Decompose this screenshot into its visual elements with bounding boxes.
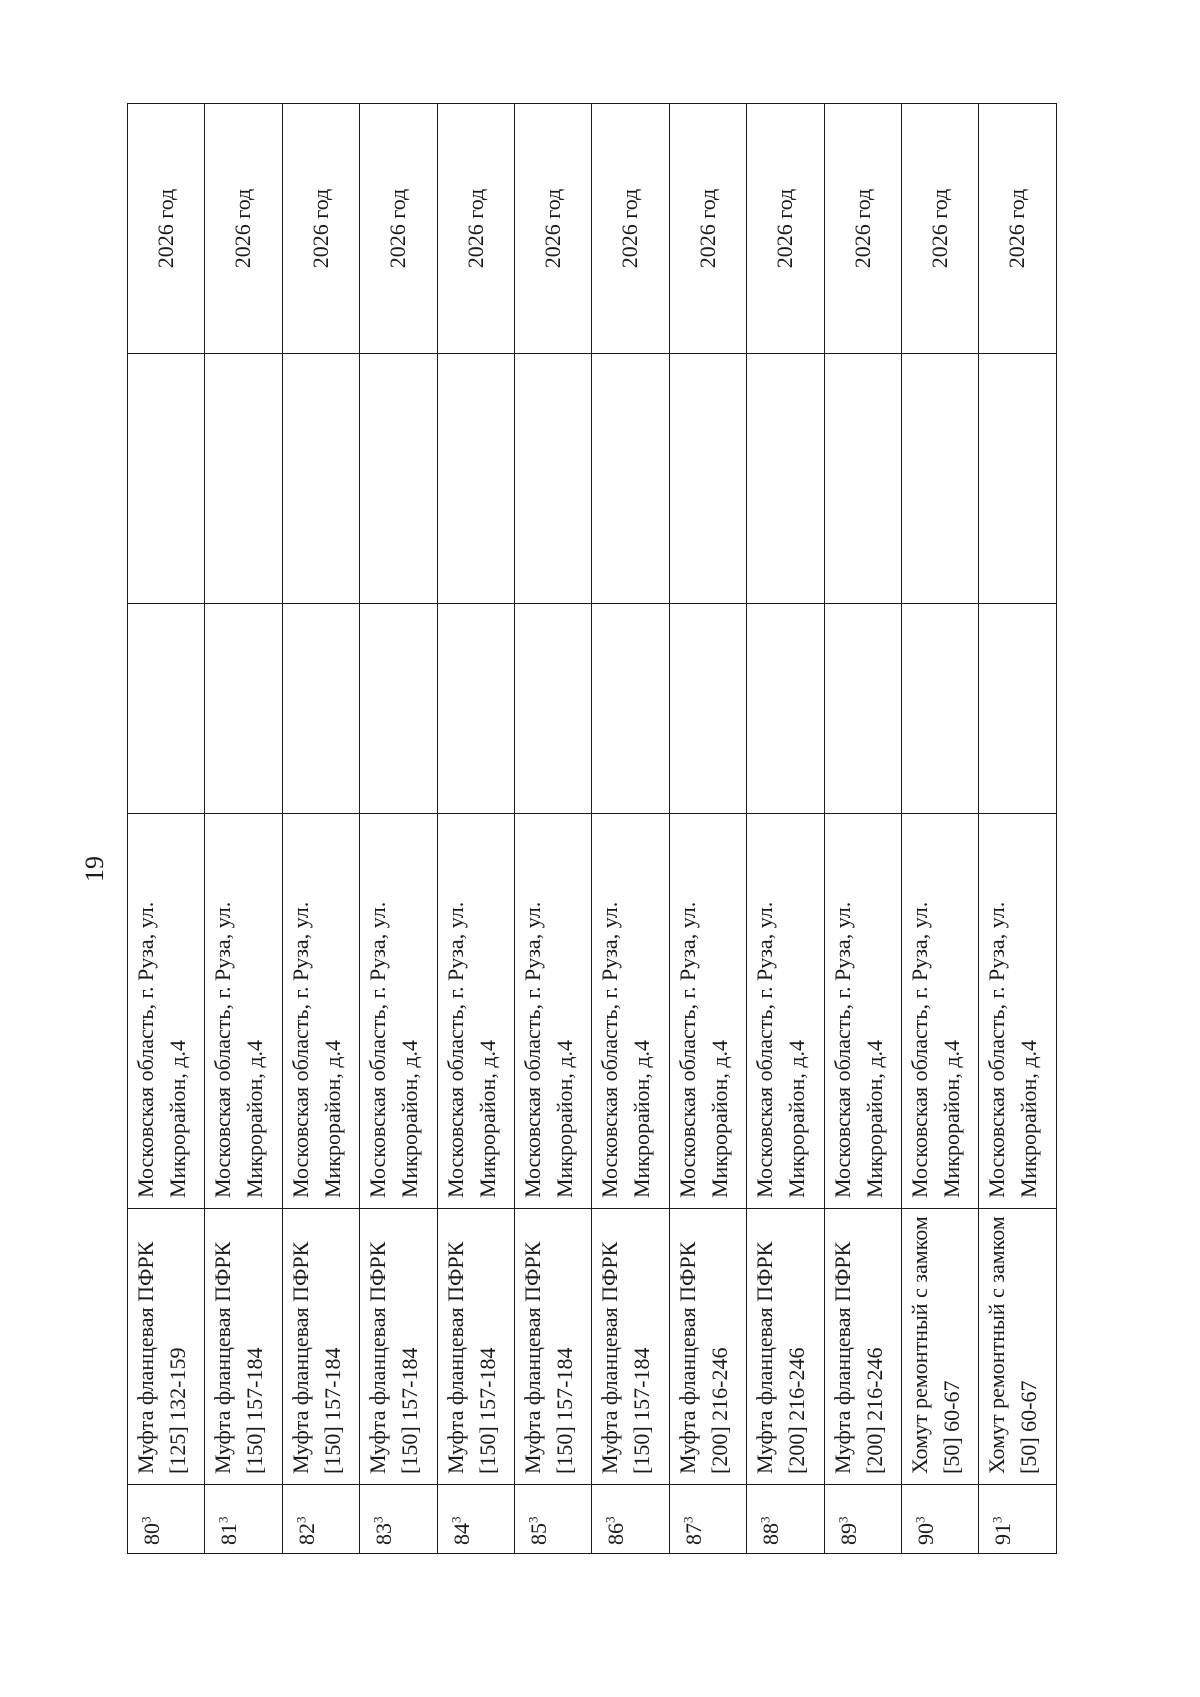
row-number-superscript: 3 [293,1516,309,1523]
item-name-cell: Муфта фланцевая ПФРК [150] 157-184 [437,1209,514,1485]
table-row [592,104,669,1554]
row-number: 81 [216,1523,242,1545]
table-row [747,104,824,1554]
row-number-superscript: 3 [912,1516,928,1523]
empty-cell [824,604,901,814]
row-number-superscript: 3 [757,1516,773,1523]
item-name-cell: Муфта фланцевая ПФРК [150] 157-184 [282,1209,359,1485]
empty-cell [128,354,205,604]
row-number-cell [205,1485,282,1554]
row-number: 85 [526,1523,552,1545]
row-number-cell [515,1485,592,1554]
year-cell: 2026 год [824,104,901,354]
empty-cell [515,354,592,604]
empty-cell [360,604,437,814]
empty-cell [669,354,746,604]
address-cell: Московская область, г. Руза, ул. Микрорайон, д.4 [747,814,824,1209]
year-cell: 2026 год [128,104,205,354]
item-name-cell: Муфта фланцевая ПФРК [200] 216-246 [669,1209,746,1485]
year-cell: 2026 год [360,104,437,354]
year-cell: 2026 год [669,104,746,354]
row-number-cell [747,1485,824,1554]
page-number: 19 [80,856,109,882]
empty-cell [902,354,979,604]
row-number-cell [669,1485,746,1554]
empty-cell [128,604,205,814]
row-number: 83 [371,1523,397,1545]
row-number-cell [979,1485,1057,1554]
row-number: 91 [990,1523,1016,1545]
year-cell: 2026 год [515,104,592,354]
address-cell: Московская область, г. Руза, ул. Микрорайон, д.4 [515,814,592,1209]
empty-cell [669,604,746,814]
item-name-cell: Муфта фланцевая ПФРК [200] 216-246 [824,1209,901,1485]
row-number-superscript: 3 [525,1516,541,1523]
row-number: 87 [680,1523,706,1545]
table-body [128,104,1057,1554]
item-name-cell: Муфта фланцевая ПФРК [150] 157-184 [515,1209,592,1485]
item-name-cell: Хомут ремонтный с замком [50] 60-67 [902,1209,979,1485]
empty-cell [979,604,1057,814]
row-number: 84 [448,1523,474,1545]
empty-cell [437,604,514,814]
item-name-cell: Муфта фланцевая ПФРК [125] 132-159 [128,1209,205,1485]
row-number: 86 [603,1523,629,1545]
address-cell: Московская область, г. Руза, ул. Микрорайон, д.4 [592,814,669,1209]
row-number: 82 [293,1523,319,1545]
table-row [360,104,437,1554]
row-number: 89 [835,1523,861,1545]
address-cell: Московская область, г. Руза, ул. Микрорайон, д.4 [979,814,1057,1209]
table-row [902,104,979,1554]
table-row [282,104,359,1554]
row-number-superscript: 3 [448,1516,464,1523]
empty-cell [282,604,359,814]
row-number-cell [902,1485,979,1554]
year-cell: 2026 год [205,104,282,354]
year-cell: 2026 год [979,104,1057,354]
empty-cell [747,604,824,814]
item-name-cell: Муфта фланцевая ПФРК [200] 216-246 [747,1209,824,1485]
row-number-superscript: 3 [370,1516,386,1523]
row-number: 90 [913,1523,939,1545]
address-cell: Московская область, г. Руза, ул. Микрорайон, д.4 [205,814,282,1209]
empty-cell [979,354,1057,604]
empty-cell [360,354,437,604]
row-number: 80 [139,1523,164,1545]
row-number-cell [592,1485,669,1554]
table-row [515,104,592,1554]
row-number-superscript: 3 [835,1516,851,1523]
year-cell: 2026 год [592,104,669,354]
inventory-table [127,103,1057,1554]
empty-cell [282,354,359,604]
address-cell: Московская область, г. Руза, ул. Микрорайон, д.4 [360,814,437,1209]
address-cell: Московская область, г. Руза, ул. Микрорайон, д.4 [437,814,514,1209]
empty-cell [205,354,282,604]
row-number: 88 [758,1523,784,1545]
address-cell: Московская область, г. Руза, ул. Микрорайон, д.4 [902,814,979,1209]
year-cell: 2026 год [437,104,514,354]
year-cell: 2026 год [902,104,979,354]
row-number-cell [360,1485,437,1554]
empty-cell [592,604,669,814]
empty-cell [515,604,592,814]
address-cell: Московская область, г. Руза, ул. Микрорайон, д.4 [669,814,746,1209]
table-row [128,104,205,1554]
row-number-superscript: 3 [990,1516,1006,1523]
table-row [437,104,514,1554]
empty-cell [824,354,901,604]
empty-cell [592,354,669,604]
row-number-cell [128,1485,205,1554]
table-row [979,104,1057,1554]
address-cell: Московская область, г. Руза, ул. Микрорайон, д.4 [824,814,901,1209]
empty-cell [205,604,282,814]
row-number-cell [824,1485,901,1554]
row-number-cell [437,1485,514,1554]
row-number-superscript: 3 [680,1516,696,1523]
item-name-cell: Муфта фланцевая ПФРК [150] 157-184 [205,1209,282,1485]
empty-cell [747,354,824,604]
item-name-cell: Муфта фланцевая ПФРК [150] 157-184 [360,1209,437,1485]
year-cell: 2026 год [282,104,359,354]
row-number-superscript: 3 [138,1516,154,1523]
item-name-cell: Муфта фланцевая ПФРК [150] 157-184 [592,1209,669,1485]
empty-cell [437,354,514,604]
item-name-cell: Хомут ремонтный с замком [50] 60-67 [979,1209,1057,1485]
address-cell: Московская область, г. Руза, ул. Микрорайон, д.4 [128,814,205,1209]
table-row [824,104,901,1554]
empty-cell [902,604,979,814]
year-cell: 2026 год [747,104,824,354]
address-cell: Московская область, г. Руза, ул. Микрорайон, д.4 [282,814,359,1209]
rotated-table-container [127,104,1057,1554]
table-row [669,104,746,1554]
table-row [205,104,282,1554]
row-number-superscript: 3 [216,1516,232,1523]
row-number-cell [282,1485,359,1554]
row-number-superscript: 3 [603,1516,619,1523]
